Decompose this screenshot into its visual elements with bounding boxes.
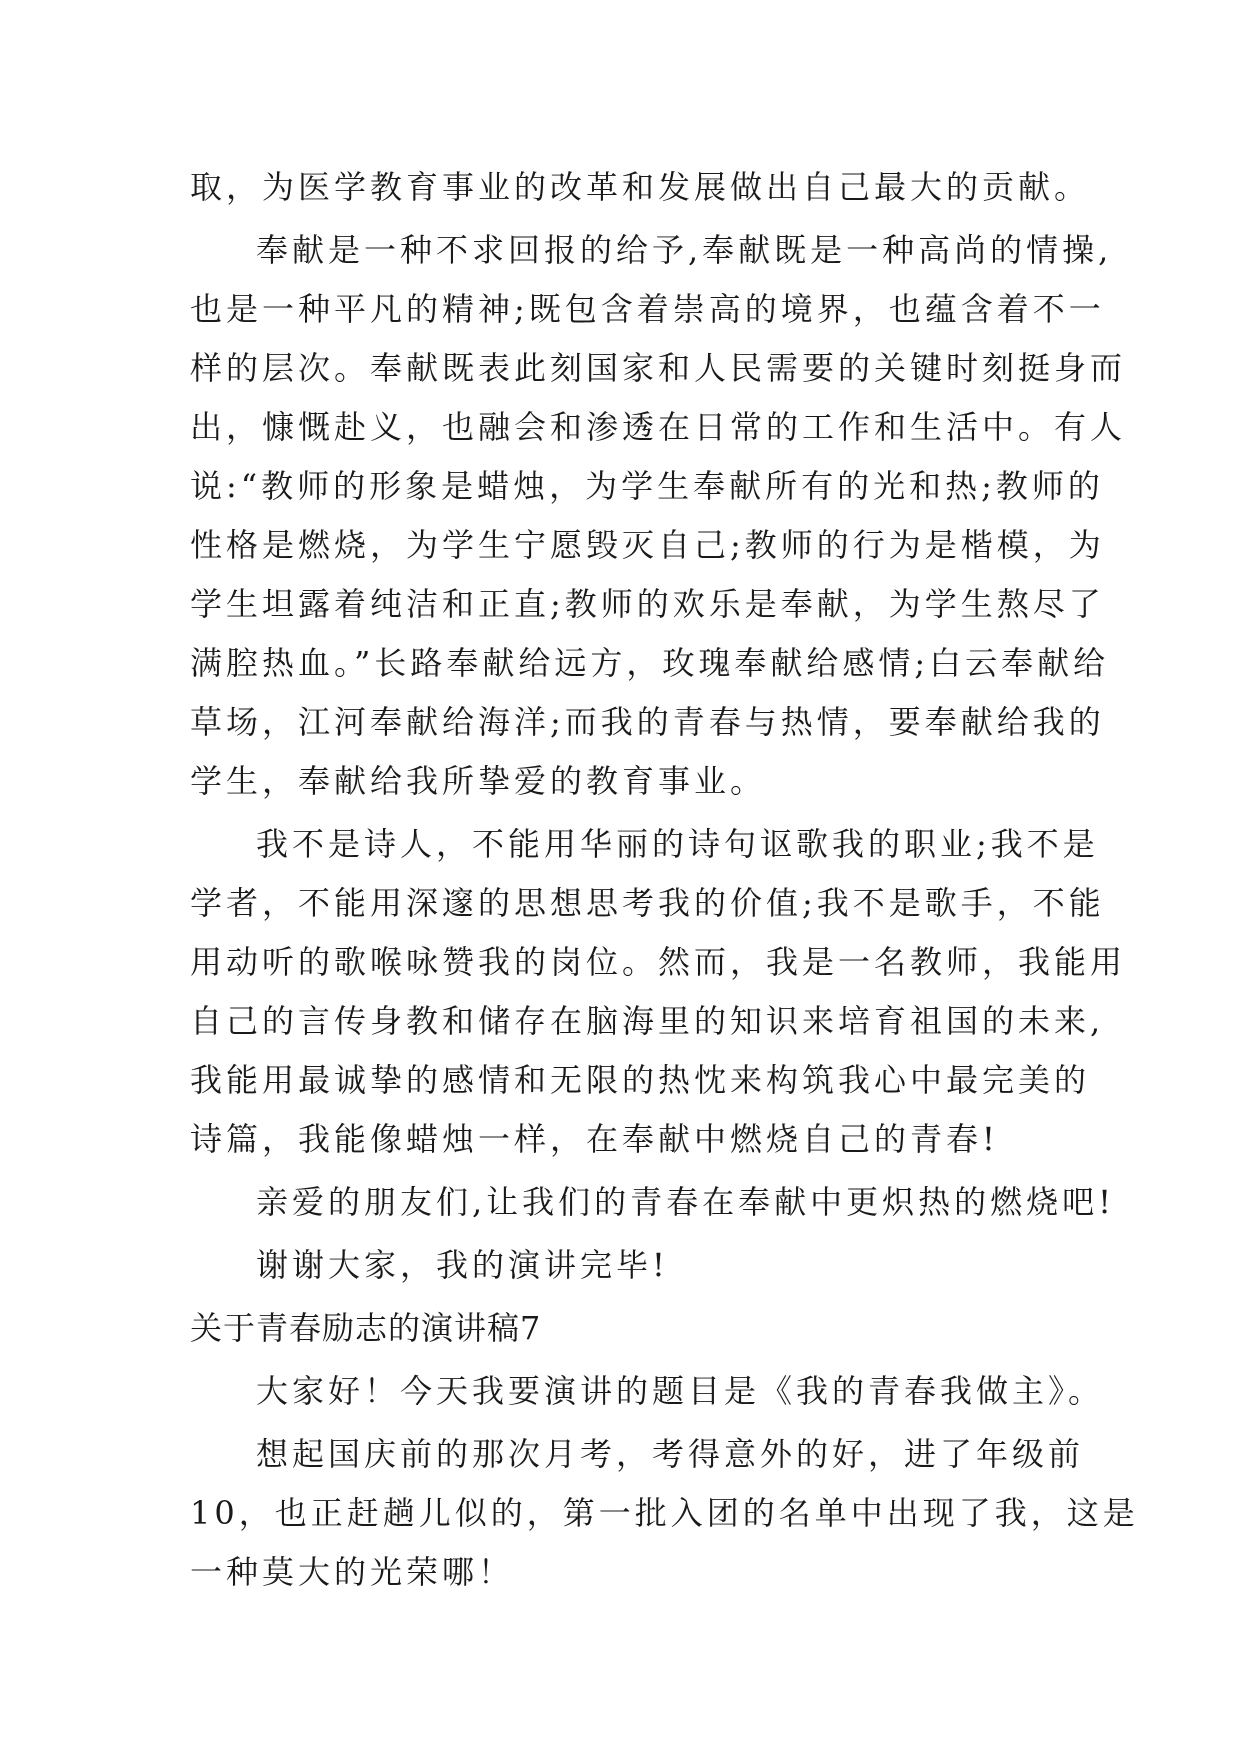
text-line: 关于青春励志的演讲稿7 <box>190 1309 542 1347</box>
section-heading <box>190 1299 1090 1358</box>
text-line: 用动听的歌喉咏赞我的岗位。然而，我是一名教师，我能用 <box>190 943 1127 981</box>
paragraph <box>190 1173 1116 1232</box>
text-line: 学生坦露着纯洁和正直;教师的欢乐是奉献，为学生熬尽了 <box>190 585 1105 623</box>
text-line: 取，为医学教育事业的改革和发展做出自己最大的贡献。 <box>190 168 1091 206</box>
text-line: 说:“教师的形象是蜡烛，为学生奉献所有的光和热;教师的 <box>190 467 1104 505</box>
text-line: 我不是诗人，不能用华丽的诗句讴歌我的职业;我不是 <box>256 825 1099 863</box>
text-line: 满腔热血。”长路奉献给远方，玫瑰奉献给感情;白云奉献给 <box>190 644 1110 682</box>
paragraph <box>190 1362 1105 1421</box>
text-line: 学生，奉献给我所挚爱的教育事业。 <box>190 762 767 800</box>
paragraph <box>190 1236 1090 1295</box>
text-line: 亲爱的朋友们,让我们的青春在奉献中更炽热的燃烧吧! <box>256 1183 1116 1221</box>
text-line: 自己的言传身教和储存在脑海里的知识来培育祖国的未来, <box>190 1002 1105 1040</box>
text-line: 10，也正赶趟儿似的，第一批入团的名单中出现了我，这是 <box>190 1494 1139 1532</box>
text-line: 我能用最诚挚的感情和无限的热忱来构筑我心中最完美的 <box>190 1061 1091 1099</box>
text-line: 样的层次。奉献既表此刻国家和人民需要的关键时刻挺身而 <box>190 349 1127 387</box>
text-line: 也是一种平凡的精神;既包含着崇高的境界，也蕴含着不一 <box>190 290 1105 328</box>
document-body <box>190 158 1139 1602</box>
text-line: 学者，不能用深邃的思想思考我的价值;我不是歌手，不能 <box>190 884 1105 922</box>
text-line: 出，慷慨赴义，也融会和渗透在日常的工作和生活中。有人 <box>190 408 1127 446</box>
text-line: 想起国庆前的那次月考，考得意外的好，进了年级前 <box>256 1435 1085 1473</box>
text-line: 大家好！今天我要演讲的题目是《我的青春我做主》。 <box>256 1372 1105 1410</box>
text-line: 诗篇，我能像蜡烛一样，在奉献中燃烧自己的青春! <box>190 1120 999 1158</box>
paragraph <box>190 815 1127 1169</box>
paragraph <box>190 221 1127 811</box>
text-line: 一种莫大的光荣哪！ <box>190 1553 515 1591</box>
paragraph <box>190 158 1090 217</box>
text-line: 奉献是一种不求回报的给予,奉献既是一种高尚的情操, <box>256 231 1113 269</box>
paragraph <box>190 1425 1139 1602</box>
text-line: 谢谢大家，我的演讲完毕! <box>256 1246 669 1284</box>
text-line: 性格是燃烧，为学生宁愿毁灭自己;教师的行为是楷模，为 <box>190 526 1105 564</box>
text-line: 草场，江河奉献给海洋;而我的青春与热情，要奉献给我的 <box>190 703 1105 741</box>
